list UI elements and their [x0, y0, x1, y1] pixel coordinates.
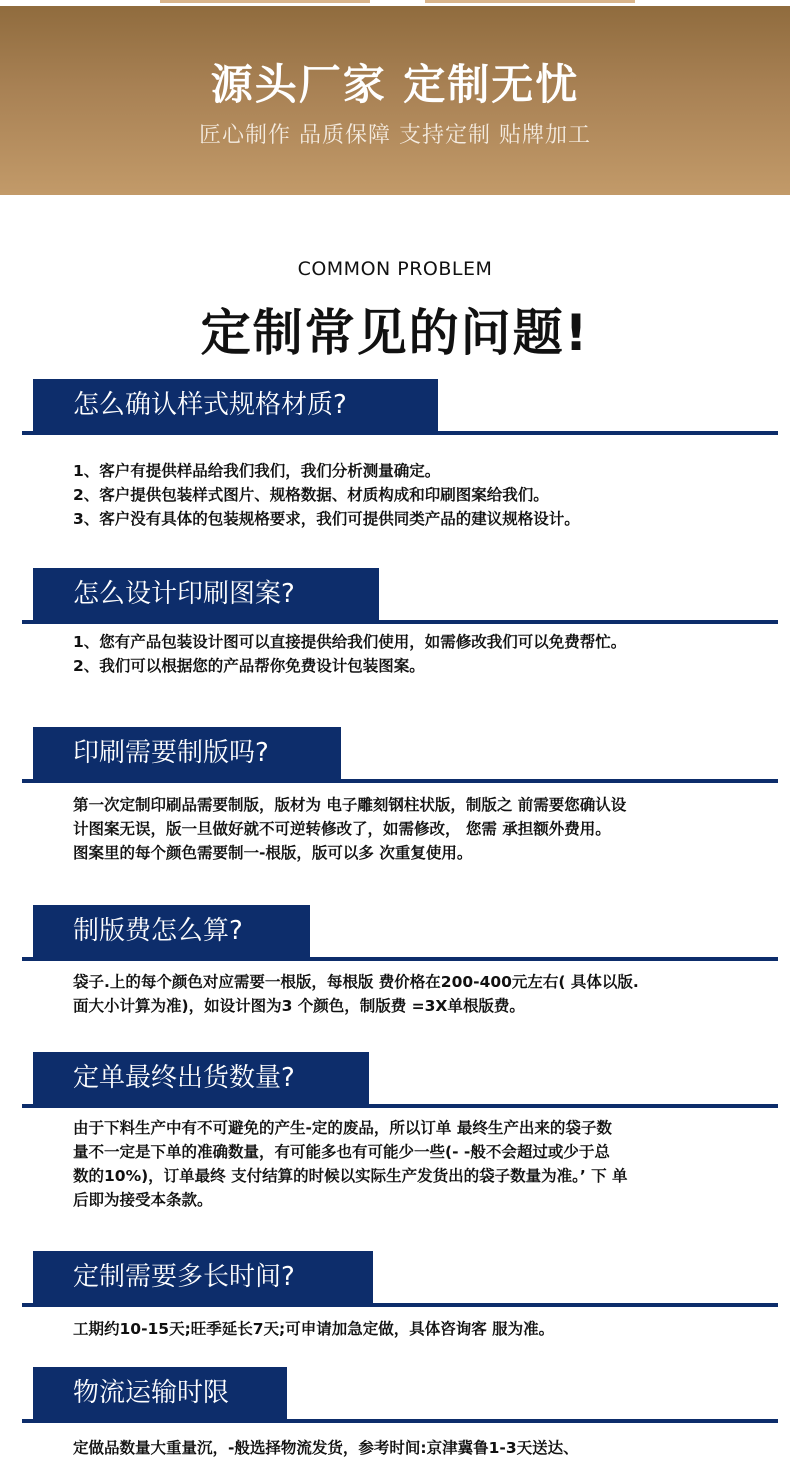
faq-answer — [73, 459, 693, 531]
section-title-chinese: 定制常见的问题! — [200, 304, 590, 362]
banner-subtitle: 匠心制作 品质保障 支持定制 贴牌加工 — [199, 123, 591, 148]
faq-answer — [73, 793, 693, 865]
top-image-strip — [0, 0, 790, 6]
faq-answer — [73, 970, 693, 1018]
answer-line: 3、客户没有具体的包装规格要求，我们可提供同类产品的建议规格设计。 — [73, 510, 580, 528]
faq-divider — [22, 620, 778, 624]
answer-line: 2、客户提供包装样式图片、规格数据、材质构成和印刷图案给我们。 — [73, 486, 549, 504]
faq-question: 印刷需要制版吗? — [33, 727, 341, 779]
section-title-english: COMMON PROBLEM — [297, 258, 493, 280]
faq-question: 定单最终出货数量? — [33, 1052, 369, 1104]
faq-divider — [22, 957, 778, 961]
faq-question: 定制需要多长时间? — [33, 1251, 373, 1303]
answer-line: 工期约10-15天;旺季延长7天;可申请加急定做，具体咨询客 服为准。 — [73, 1320, 555, 1338]
answer-line: 后即为接受本条款。 — [73, 1191, 213, 1209]
answer-line: 定做品数量大重量沉，-般选择物流发货，参考时间:京津冀鲁1-3天送达、 — [73, 1439, 579, 1457]
faq-question: 怎么设计印刷图案? — [33, 568, 379, 620]
answer-line: 数的10%)，订单最终 支付结算的时候以实际生产发货出的袋子数量为准。’ 下 单 — [73, 1167, 628, 1185]
faq-divider — [22, 779, 778, 783]
answer-line: 图案里的每个颜色需要制一-根版，版可以多 次重复使用。 — [73, 844, 473, 862]
answer-line: 袋子.上的每个颜色对应需要一根版，每根版 费价格在200-400元左右( 具体以版. — [73, 973, 639, 991]
faq-divider — [22, 1104, 778, 1108]
faq-divider — [22, 1303, 778, 1307]
answer-line: 由于下料生产中有不可避免的产生-定的废品，所以订单 最终生产出来的袋子数 — [73, 1119, 612, 1137]
faq-answer — [73, 1317, 693, 1341]
faq-question: 物流运输时限 — [33, 1367, 287, 1419]
faq-question: 怎么确认样式规格材质? — [33, 379, 438, 431]
hero-banner — [0, 0, 790, 195]
faq-question: 制版费怎么算? — [33, 905, 310, 957]
answer-line: 计图案无误，版一旦做好就不可逆转修改了，如需修改， 您需 承担额外费用。 — [73, 820, 611, 838]
faq-answer — [73, 1436, 693, 1460]
faq-divider — [22, 431, 778, 435]
answer-line: 1、您有产品包装设计图可以直接提供给我们使用，如需修改我们可以免费帮忙。 — [73, 633, 627, 651]
product-image-edge — [160, 0, 370, 3]
faq-divider — [22, 1419, 778, 1423]
answer-line: 2、我们可以根据您的产品帮你免费设计包装图案。 — [73, 657, 425, 675]
answer-line: 第一次定制印刷品需要制版，版材为 电子雕刻钢柱状版，制版之 前需要您确认设 — [73, 796, 627, 814]
answer-line: 1、客户有提供样品给我们我们，我们分析测量确定。 — [73, 462, 441, 480]
faq-answer — [73, 1116, 693, 1212]
answer-line: 面大小计算为准)，如设计图为3 个颜色，制版费 =3X单根版费。 — [73, 997, 525, 1015]
answer-line: 量不一定是下单的准确数量，有可能多也有可能少一些(- -般不会超过或少于总 — [73, 1143, 610, 1161]
faq-answer — [73, 630, 693, 678]
product-image-edge — [425, 0, 635, 3]
banner-title: 源头厂家 定制无忧 — [210, 60, 580, 109]
